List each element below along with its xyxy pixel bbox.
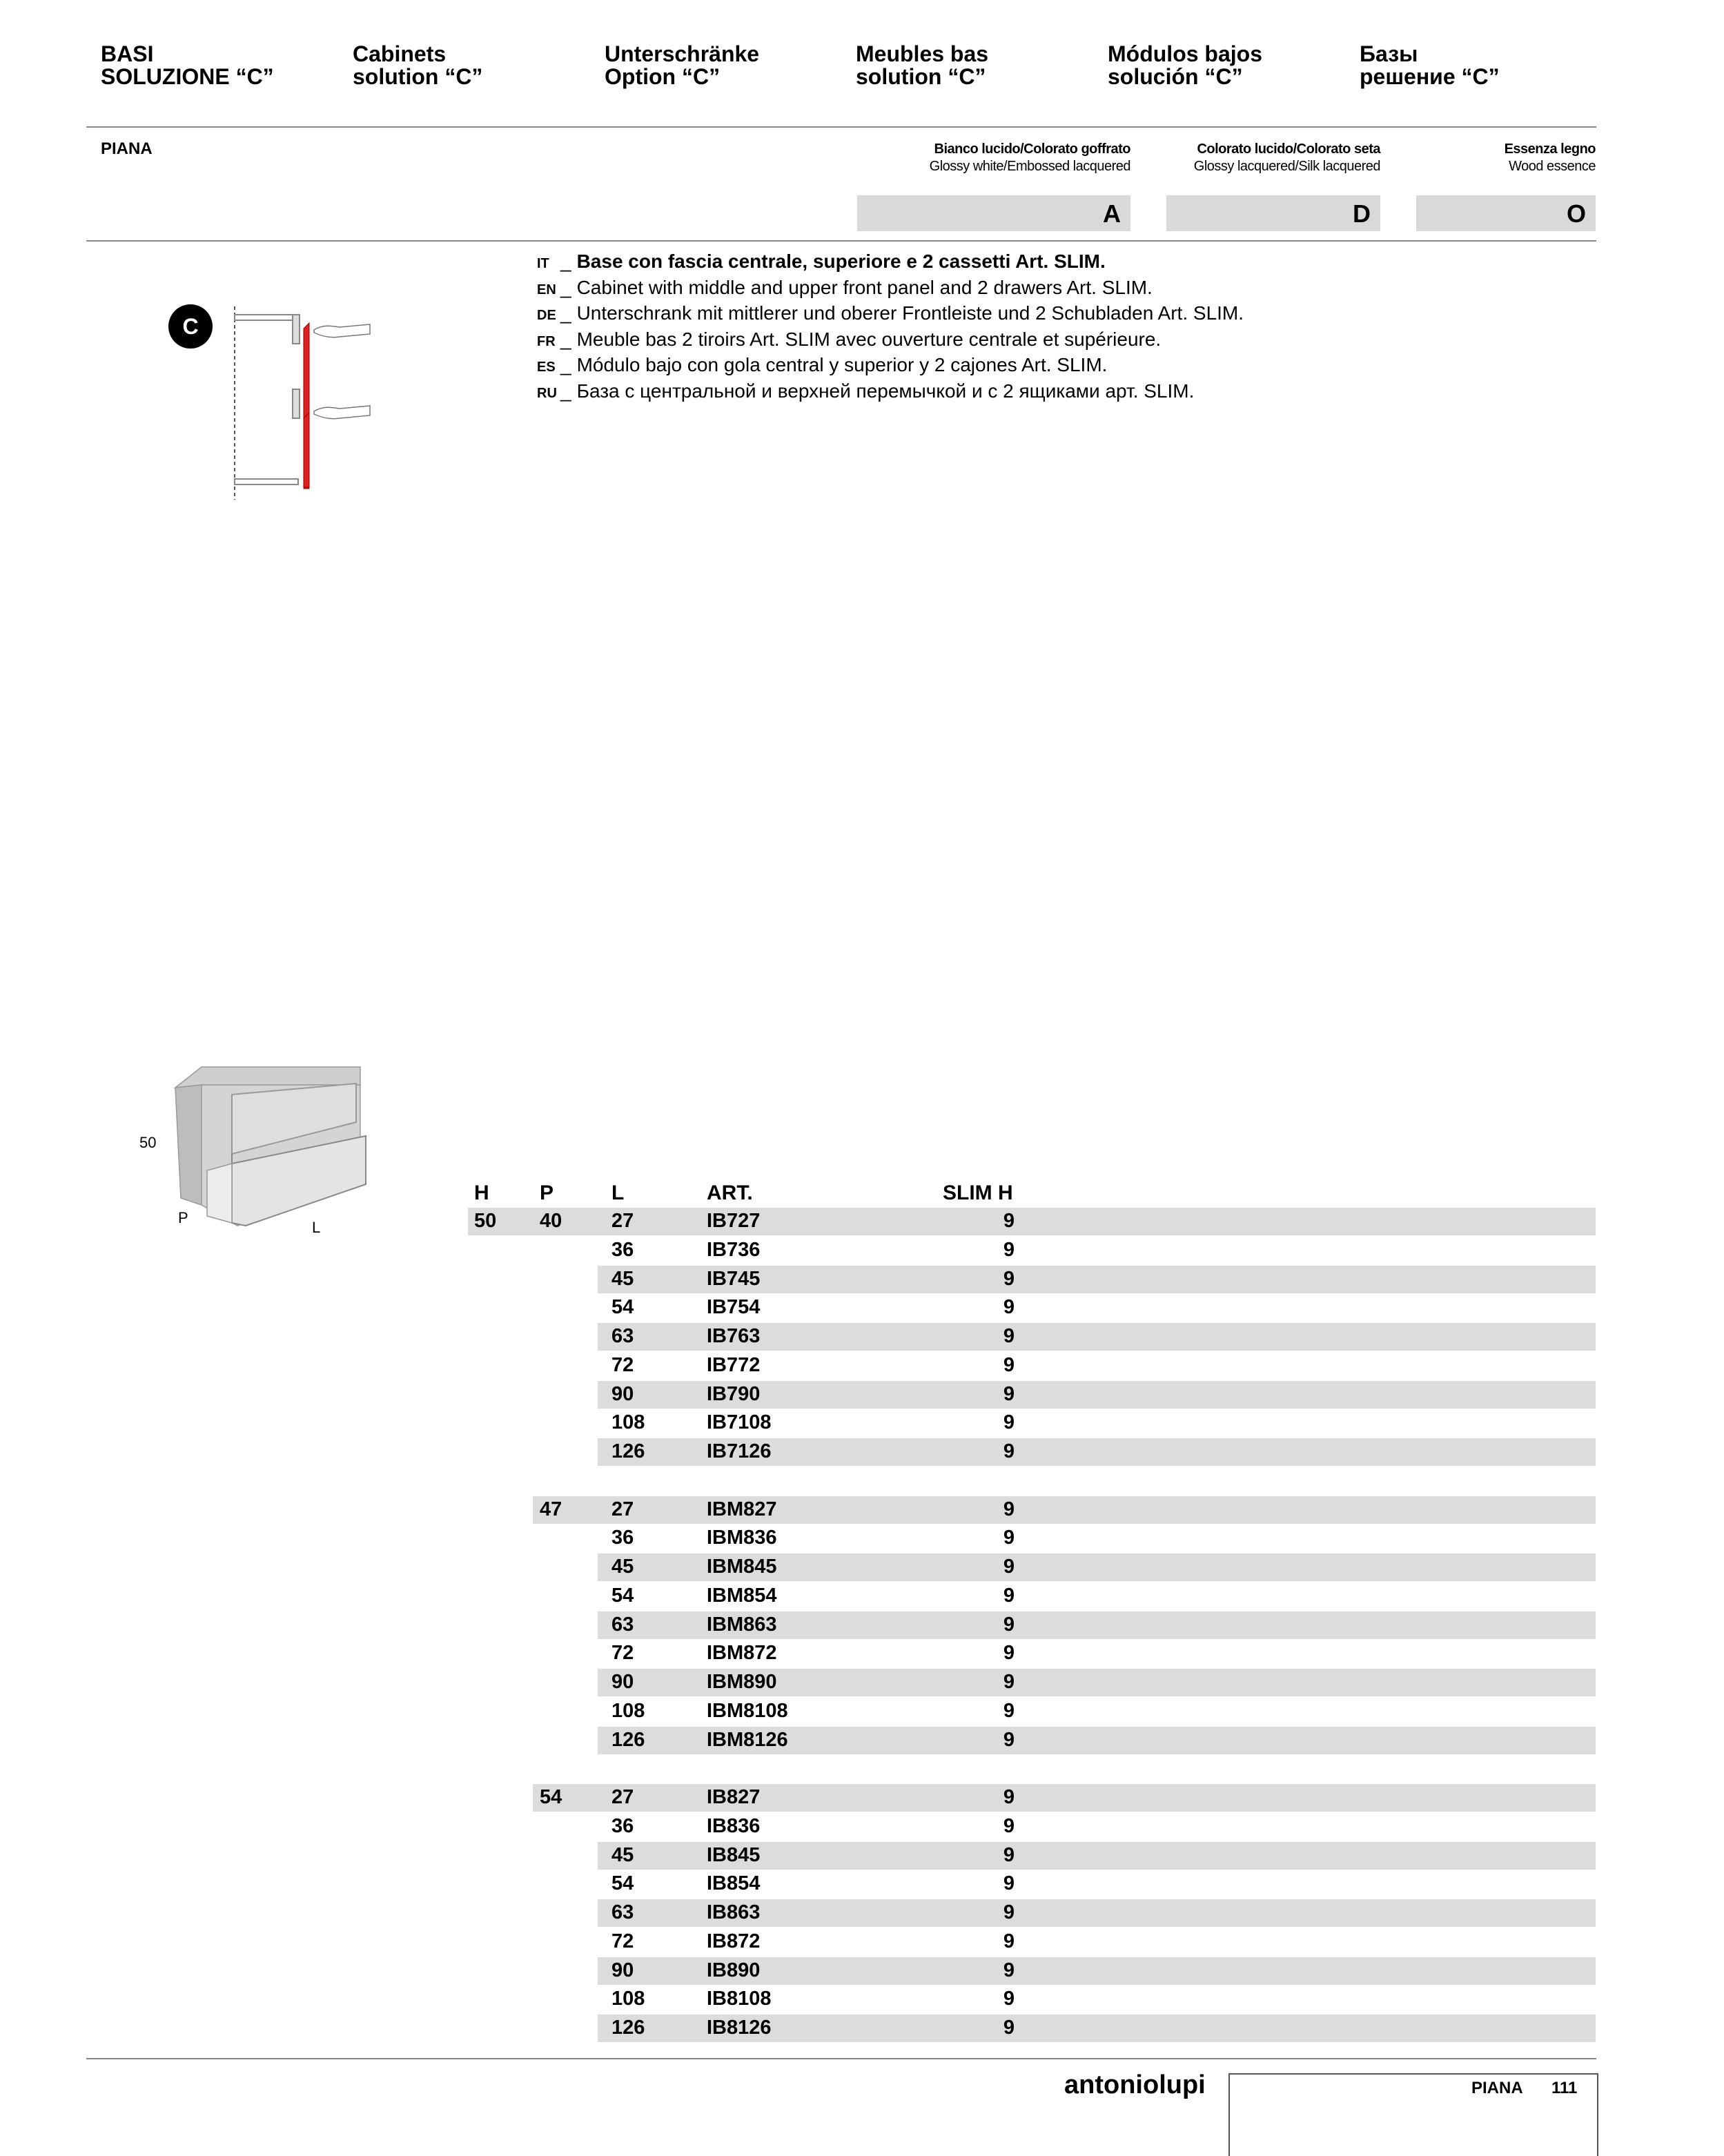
header-col-de-line2: Option “C”	[605, 64, 721, 89]
cell-art: IB836	[707, 1814, 761, 1837]
cell-h: 50	[474, 1210, 497, 1232]
lang-code-fr: FR	[537, 333, 556, 349]
table-row-shade	[533, 1496, 1596, 1524]
cell-l: 126	[611, 1728, 645, 1751]
lang-code-es: ES	[537, 360, 556, 375]
description-de: DE _ Unterschrank mit mittlerer und oberer Frontleiste und 2 Schubladen Art. SLIM.	[537, 302, 1244, 328]
upper-gola	[293, 315, 300, 344]
cell-slim: 9	[1003, 1556, 1015, 1578]
cell-slim: 9	[1003, 1353, 1015, 1376]
cell-slim: 9	[1003, 1498, 1015, 1520]
bottom-panel	[235, 479, 298, 484]
cell-l: 90	[611, 1382, 634, 1405]
header-col-ru	[1360, 43, 1500, 88]
header-col-fr-line2: solution “C”	[856, 64, 986, 89]
cell-art: IB8108	[707, 1988, 772, 2010]
footer-section: PIANA	[1471, 2079, 1523, 2097]
cell-slim: 9	[1003, 1959, 1015, 1981]
hand-icon-upper	[314, 324, 370, 337]
header-col-fr	[856, 43, 988, 88]
header-col-es-line2: solución “C”	[1108, 64, 1243, 89]
header-col-ru-line1: Базы	[1360, 41, 1418, 66]
lang-code-en: EN	[537, 282, 556, 297]
header-col-es-line1: Módulos bajos	[1108, 41, 1262, 66]
description-fr: FR _ Meuble bas 2 tiroirs Art. SLIM avec ouverture centrale et supérieure.	[537, 328, 1244, 354]
section-label: PIANA	[101, 139, 153, 158]
description-es: ES _ Módulo bajo con gola central y superior y 2 cajones Art. SLIM.	[537, 353, 1244, 380]
finish-sub-d: Glossy lacquered/Silk lacquered	[1193, 159, 1380, 174]
dim-label-depth: P	[178, 1209, 188, 1226]
cell-slim: 9	[1003, 1872, 1015, 1895]
cell-l: 108	[611, 1411, 645, 1434]
header-col-de	[605, 43, 759, 88]
cell-art: IB7108	[707, 1411, 772, 1434]
cell-art: IB790	[707, 1382, 761, 1405]
cell-art: IBM8108	[707, 1699, 788, 1722]
header-col-ru-line2: решение “C”	[1360, 64, 1500, 89]
cell-l: 72	[611, 1642, 634, 1665]
cell-art: IB827	[707, 1786, 761, 1808]
description-ru: RU _ База с центральной и верхней перемычкой и с 2 ящиками арт. SLIM.	[537, 380, 1244, 406]
header-col-en	[353, 43, 482, 88]
finish-code-a: A	[857, 195, 1130, 231]
cell-slim: 9	[1003, 1901, 1015, 1923]
cell-art: IB727	[707, 1210, 761, 1232]
description-text-fr: Meuble bas 2 tiroirs Art. SLIM avec ouverture centrale et supérieure.	[576, 328, 1162, 350]
cell-slim: 9	[1003, 1930, 1015, 1952]
table-row-shade	[468, 1208, 1596, 1235]
lang-code-it: IT	[537, 256, 549, 271]
brand-logo: antoniolupi	[1064, 2070, 1206, 2099]
cell-slim: 9	[1003, 1325, 1015, 1347]
header-col-de-line1: Unterschränke	[605, 41, 760, 66]
cell-slim: 9	[1003, 1411, 1015, 1434]
cell-slim: 9	[1003, 1699, 1015, 1722]
cell-slim: 9	[1003, 1584, 1015, 1607]
cell-art: IB890	[707, 1959, 761, 1981]
cell-slim: 9	[1003, 1238, 1015, 1261]
cell-art: IB772	[707, 1353, 761, 1376]
cabinet-illustration	[166, 1060, 373, 1233]
finish-label-d	[1166, 141, 1380, 175]
footer-box	[1228, 2073, 1598, 2156]
cell-art: IBM836	[707, 1527, 777, 1549]
cell-l: 36	[611, 1527, 634, 1549]
description-block	[537, 250, 1244, 405]
finish-name-a: Bianco lucido/Colorato goffrato	[934, 141, 1130, 157]
cell-slim: 9	[1003, 1786, 1015, 1808]
header-col-en-line1: Cabinets	[353, 41, 447, 66]
finish-name-o: Essenza legno	[1504, 141, 1596, 157]
cell-l: 63	[611, 1901, 634, 1923]
page-number: 111	[1551, 2079, 1578, 2097]
cell-art: IB845	[707, 1843, 761, 1866]
cell-l: 126	[611, 1440, 645, 1462]
cell-l: 27	[611, 1210, 634, 1232]
finish-label-o	[1416, 141, 1596, 175]
cell-art: IB754	[707, 1296, 761, 1319]
cell-l: 54	[611, 1584, 634, 1607]
header-divider	[86, 126, 1596, 128]
cell-slim: 9	[1003, 1814, 1015, 1837]
table-header-h: H	[474, 1182, 489, 1204]
cell-art: IBM872	[707, 1642, 777, 1665]
cell-art: IBM854	[707, 1584, 777, 1607]
header-col-es	[1108, 43, 1262, 88]
cell-p: 54	[540, 1786, 562, 1808]
cell-slim: 9	[1003, 2017, 1015, 2039]
cell-l: 108	[611, 1699, 645, 1722]
cell-slim: 9	[1003, 1843, 1015, 1866]
cell-art: IB854	[707, 1872, 761, 1895]
cell-art: IB8126	[707, 2017, 772, 2039]
table-row-shade	[533, 1784, 1596, 1812]
cell-l: 45	[611, 1267, 634, 1290]
cell-art: IBM863	[707, 1613, 777, 1636]
cell-slim: 9	[1003, 1382, 1015, 1405]
cell-p: 40	[540, 1210, 562, 1232]
finish-sub-o: Wood essence	[1509, 159, 1596, 174]
header-col-fr-line1: Meubles bas	[856, 41, 989, 66]
cell-slim: 9	[1003, 1988, 1015, 2010]
cell-l: 45	[611, 1556, 634, 1578]
description-text-ru: База с центральной и верхней перемычкой и с 2 ящиками арт. SLIM.	[576, 380, 1195, 402]
cell-l: 63	[611, 1613, 634, 1636]
cell-art: IBM8126	[707, 1728, 788, 1751]
footer-divider	[86, 2058, 1596, 2059]
dim-label-height: 50	[139, 1134, 157, 1151]
cell-l: 108	[611, 1988, 645, 2010]
cell-art: IB763	[707, 1325, 761, 1347]
lang-code-ru: RU	[537, 385, 557, 401]
solution-badge-text: C	[182, 314, 199, 339]
description-en: EN _ Cabinet with middle and upper front panel and 2 drawers Art. SLIM.	[537, 276, 1244, 302]
table-header-l: L	[611, 1182, 625, 1204]
description-text-es: Módulo bajo con gola central y superior y 2 cajones Art. SLIM.	[576, 354, 1108, 375]
lang-code-de: DE	[537, 308, 556, 323]
cell-slim: 9	[1003, 1210, 1015, 1232]
finish-sub-a: Glossy white/Embossed lacquered	[929, 159, 1130, 174]
header-col-it-line2: SOLUZIONE “C”	[101, 64, 274, 89]
cell-l: 72	[611, 1930, 634, 1952]
description-it: IT _ Base con fascia centrale, superiore e 2 cassetti Art. SLIM.	[537, 250, 1244, 276]
dim-label-length: L	[312, 1219, 321, 1236]
table-header-slim: SLIM H	[943, 1182, 1013, 1204]
cell-l: 54	[611, 1872, 634, 1895]
cell-l: 90	[611, 1959, 634, 1981]
hand-icon-lower	[314, 406, 370, 419]
cell-p: 47	[540, 1498, 562, 1520]
finishes-divider	[86, 240, 1596, 242]
cell-slim: 9	[1003, 1296, 1015, 1319]
cell-l: 27	[611, 1498, 634, 1520]
cell-l: 63	[611, 1325, 634, 1347]
description-text-de: Unterschrank mit mittlerer und oberer Frontleiste und 2 Schubladen Art. SLIM.	[576, 302, 1244, 324]
cell-slim: 9	[1003, 1440, 1015, 1462]
cell-slim: 9	[1003, 1671, 1015, 1693]
finish-code-o: O	[1416, 195, 1596, 231]
finish-code-d: D	[1166, 195, 1380, 231]
middle-gola	[293, 389, 300, 418]
cell-l: 126	[611, 2017, 645, 2039]
cell-art: IBM845	[707, 1556, 777, 1578]
cell-l: 90	[611, 1671, 634, 1693]
cell-slim: 9	[1003, 1642, 1015, 1665]
header-col-en-line2: solution “C”	[353, 64, 483, 89]
cell-slim: 9	[1003, 1267, 1015, 1290]
cell-art: IB7126	[707, 1440, 772, 1462]
cell-slim: 9	[1003, 1728, 1015, 1751]
finish-name-d: Colorato lucido/Colorato seta	[1197, 141, 1380, 157]
description-text-it: Base con fascia centrale, superiore e 2 cassetti Art. SLIM.	[576, 251, 1106, 272]
cell-l: 27	[611, 1786, 634, 1808]
cell-l: 36	[611, 1814, 634, 1837]
cell-art: IBM827	[707, 1498, 777, 1520]
cell-art: IB863	[707, 1901, 761, 1923]
top-panel	[235, 315, 298, 320]
header-col-it-line1: BASI	[101, 41, 154, 66]
table-header-p: P	[540, 1182, 554, 1204]
header-col-it	[101, 43, 274, 88]
table-header-art: ART.	[707, 1182, 753, 1204]
lower-drawer-front	[304, 413, 309, 487]
cell-art: IB872	[707, 1930, 761, 1952]
cell-l: 54	[611, 1296, 634, 1319]
cell-l: 45	[611, 1843, 634, 1866]
description-text-en: Cabinet with middle and upper front panel and 2 drawers Art. SLIM.	[576, 276, 1153, 298]
section-diagram	[166, 302, 386, 502]
cell-slim: 9	[1003, 1613, 1015, 1636]
cell-art: IB736	[707, 1238, 761, 1261]
finish-label-a	[859, 141, 1130, 175]
cell-slim: 9	[1003, 1527, 1015, 1549]
cell-l: 72	[611, 1353, 634, 1376]
cell-art: IBM890	[707, 1671, 777, 1693]
cell-l: 36	[611, 1238, 634, 1261]
cell-art: IB745	[707, 1267, 761, 1290]
